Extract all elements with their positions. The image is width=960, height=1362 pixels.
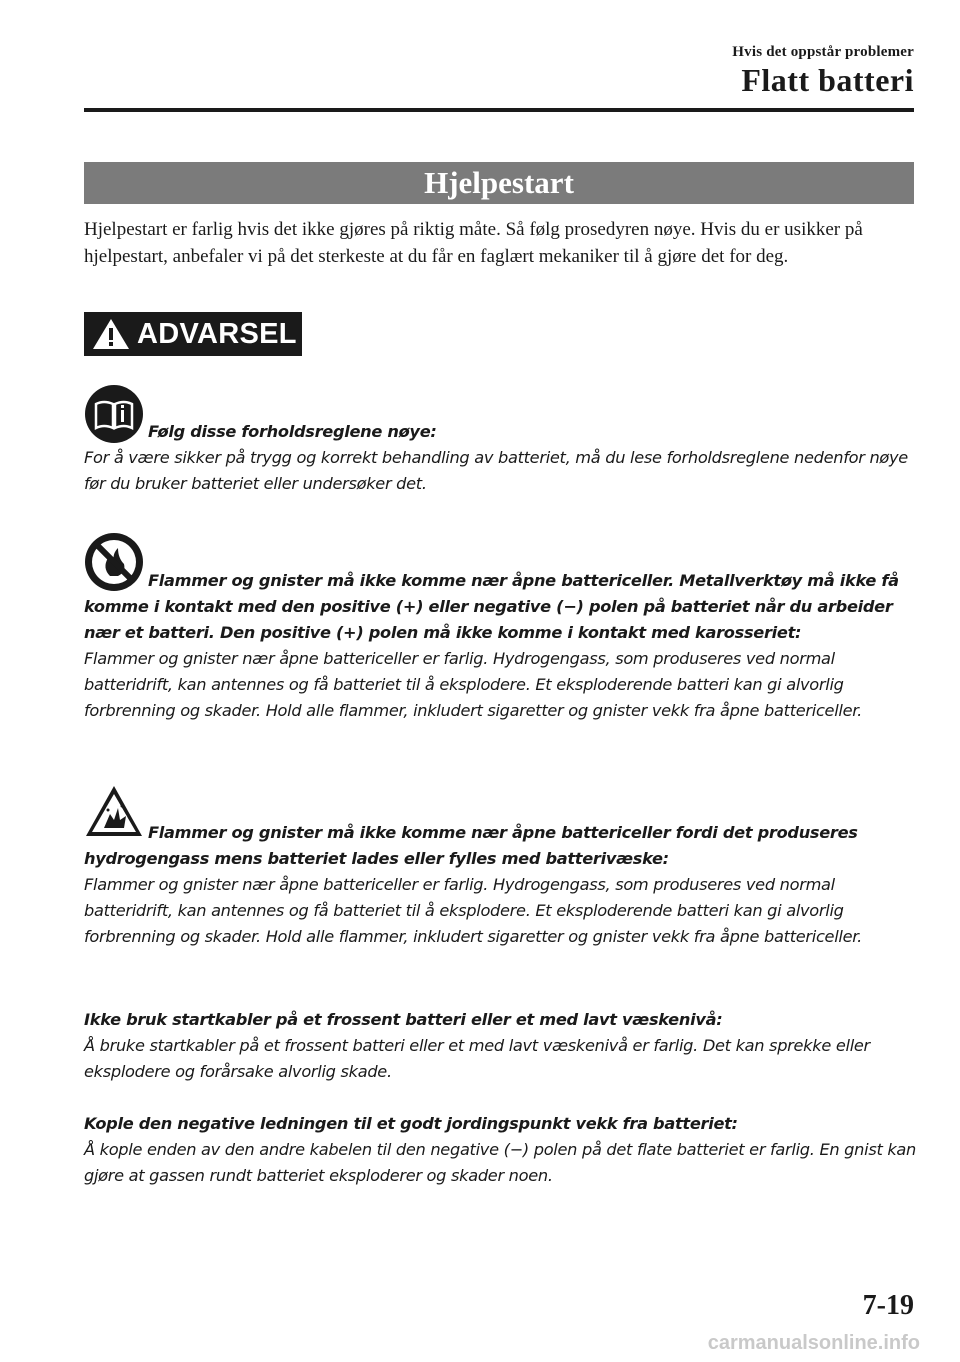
block-heading: Ikke bruk startkabler på et frossent batteri eller et med lavt væskenivå: [84, 1010, 723, 1029]
warning-label: ADVARSEL [137, 317, 297, 350]
precaution-no-flames [84, 532, 916, 724]
warning-triangle-icon [91, 317, 131, 351]
page-number: 7-19 [862, 1290, 914, 1321]
precaution-hydrogen-gas [84, 784, 916, 950]
precaution-frozen-battery [84, 1007, 916, 1085]
block-heading: Flammer og gnister må ikke komme nær åpne battericeller fordi det produseres hydrogengass mens batteriet lades eller fylles med batterivæske: [84, 823, 858, 868]
no-flame-icon [84, 532, 144, 592]
precaution-read-carefully [84, 383, 916, 497]
chapter-subtitle: Hvis det oppstår problemer [732, 44, 914, 60]
header-divider [84, 108, 914, 112]
manual-book-icon [84, 384, 144, 444]
block-body: For å være sikker på trygg og korrekt behandling av batteriet, må du lese forholdsreglene nedenfor nøye før du bruker batteriet eller undersøker det. [84, 448, 908, 493]
block-body: Flammer og gnister nær åpne battericeller er farlig. Hydrogengass, som produseres ved normal batteridrift, kan antennes og få batteriet til å eksplodere. Et eksploderende batteri kan gi alvorlig forbrenning og skader. Hold alle flammer, inkludert sigaretter og gnister vekk fra åpne battericeller. [84, 875, 862, 946]
intro-paragraph: Hjelpestart er farlig hvis det ikke gjøres på riktig måte. Så følg prosedyren nøye. Hvis du er usikker på hjelpestart, anbefaler vi på det sterkeste at du får en faglært mekaniker til å gjøre det for deg. [84, 219, 863, 267]
chapter-title: Flatt batteri [741, 62, 914, 98]
warning-badge [84, 312, 302, 356]
precaution-ground-point [84, 1111, 916, 1189]
block-heading: Flammer og gnister må ikke komme nær åpne battericeller. Metallverktøy må ikke få komme i kontakt med den positive (+) eller negative (−) polen på batteriet når du arbeider nær et batteri. Den positive (+) polen må ikke komme i kontakt med karosseriet: [84, 571, 899, 642]
block-heading: Kople den negative ledningen til et godt jordingspunkt vekk fra batteriet: [84, 1114, 738, 1133]
block-body: Å bruke startkabler på et frossent batteri eller et med lavt væskenivå er farlig. Det kan sprekke eller eksplodere og forårsake alvorlig skade. [84, 1036, 870, 1081]
explosion-warning-icon [84, 784, 144, 838]
section-title: Hjelpestart [84, 162, 914, 204]
block-body: Flammer og gnister nær åpne battericeller er farlig. Hydrogengass, som produseres ved normal batteridrift, kan antennes og få batteriet til å eksplodere. Et eksploderende batteri kan gi alvorlig forbrenning og skader. Hold alle flammer, inkludert sigaretter og gnister vekk fra åpne battericeller. [84, 649, 862, 720]
watermark: carmanualsonline.info [707, 1332, 920, 1354]
block-heading: Følg disse forholdsreglene nøye: [148, 422, 437, 441]
block-body: Å kople enden av den andre kabelen til den negative (−) polen på det flate batteriet er farlig. En gnist kan gjøre at gassen rundt batteriet eksploderer og skader noen. [84, 1140, 916, 1185]
